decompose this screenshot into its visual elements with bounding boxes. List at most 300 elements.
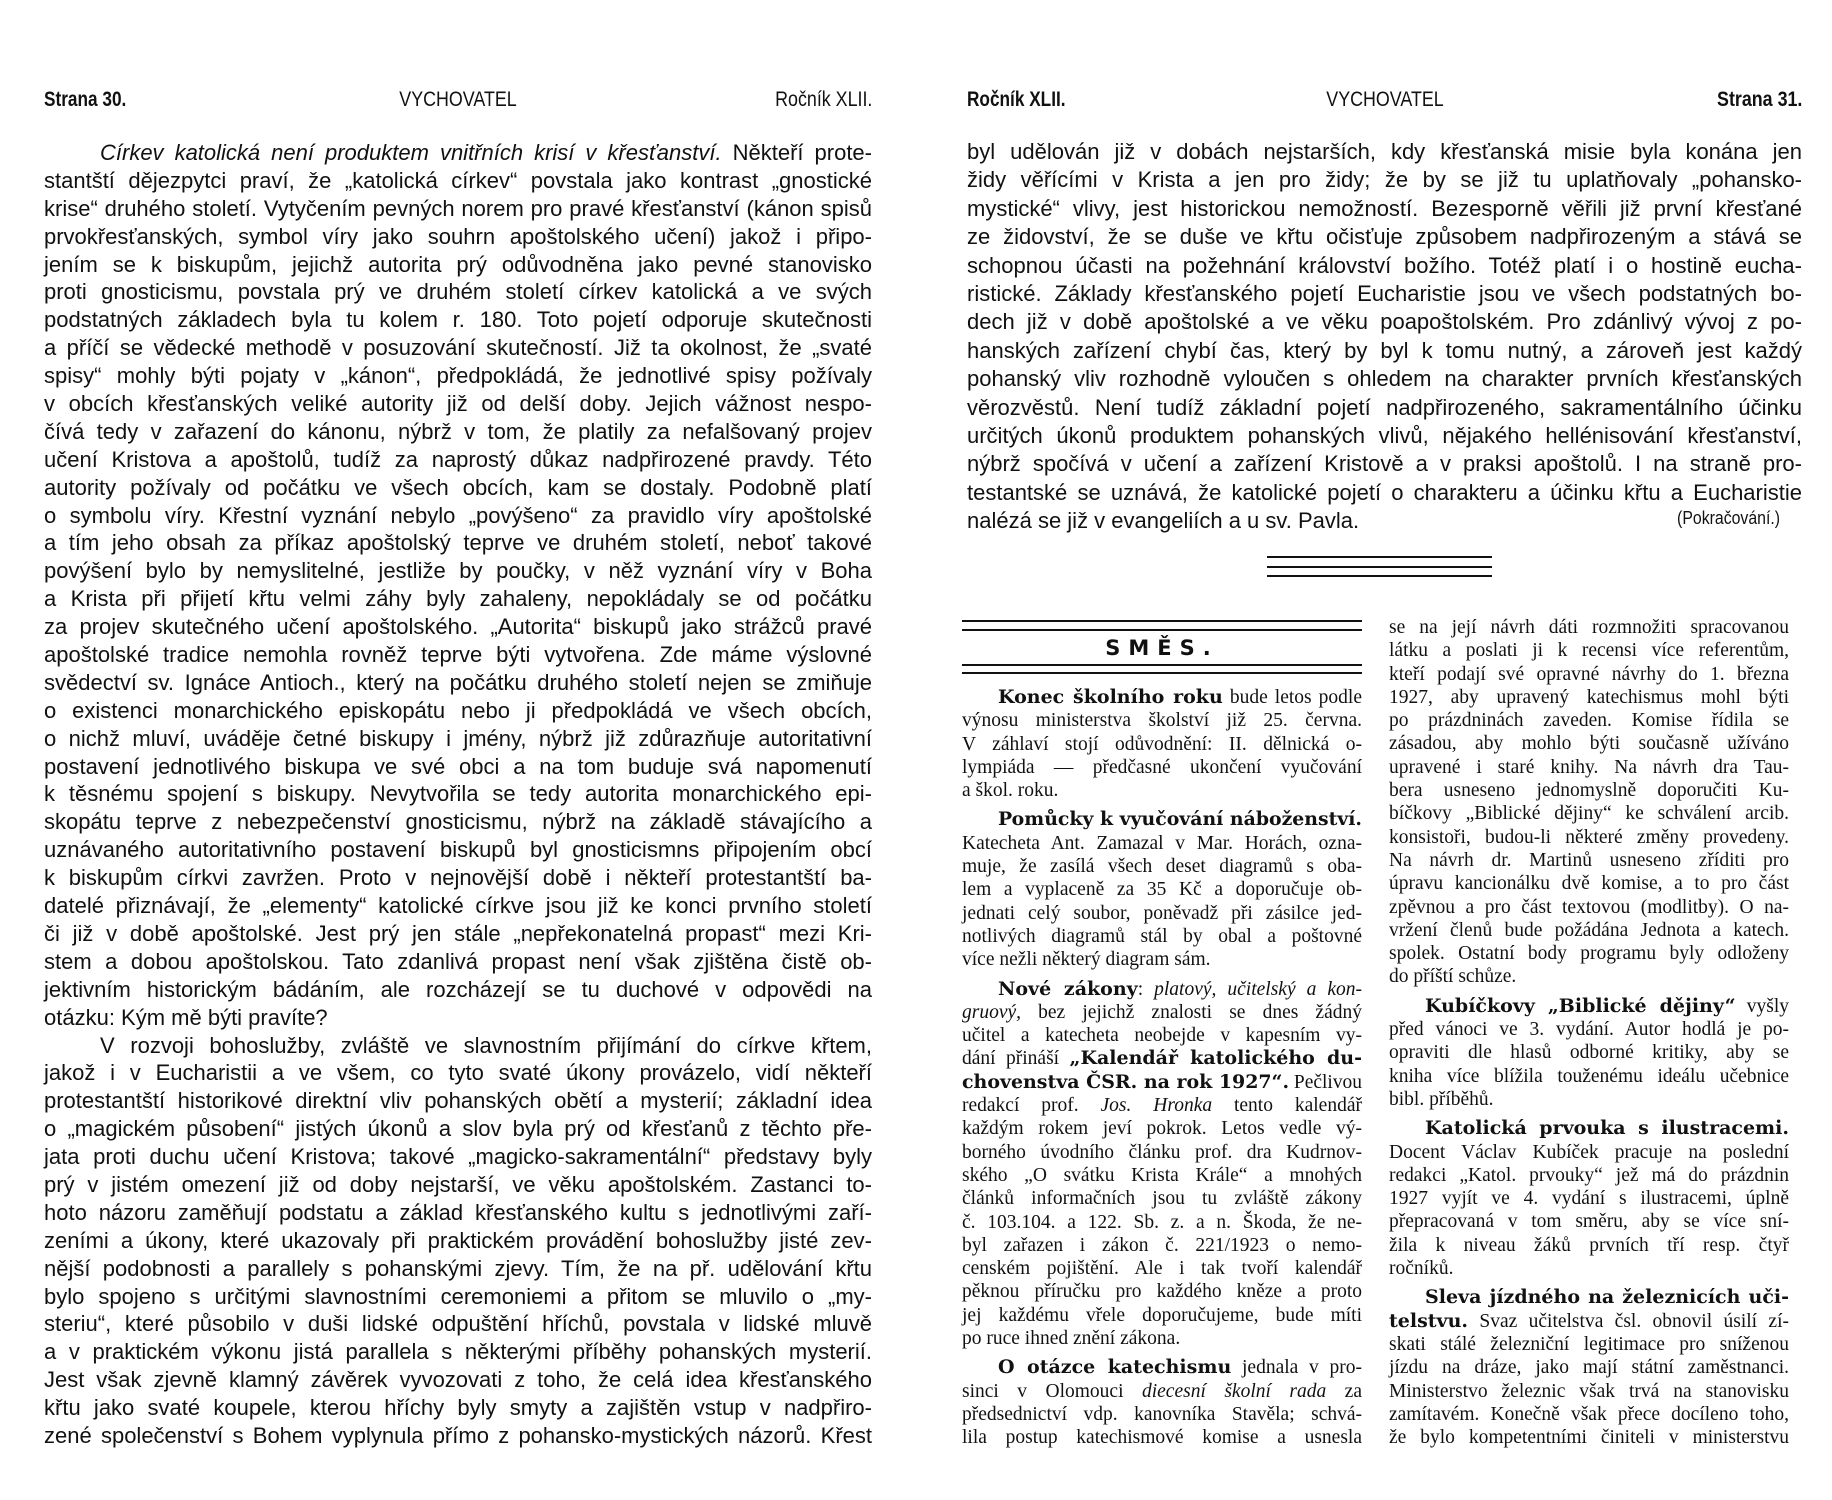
text-run: látku a poslati ji k recensi více referentům, — [1389, 640, 1789, 662]
line-text — [967, 479, 1802, 507]
text-run: učitel a katecheta neobejde v kapesním vy- — [962, 1025, 1362, 1047]
text-line — [1389, 1187, 1789, 1210]
text-line — [44, 278, 872, 306]
text-run: byl udělován již v dobách nejstarších, kdy křesťanská misie byla konána jen — [967, 139, 1802, 164]
text-run: jata proti duchu učení Kristova; takové „magicko-sakramentální“ představy byly — [44, 1144, 872, 1170]
line-text — [44, 1171, 872, 1199]
text-line — [1389, 1088, 1789, 1111]
text-run: zamítavém. Konečně však přece docíleno toho, — [1389, 1403, 1789, 1425]
journal-title: VYCHOVATEL — [1325, 88, 1444, 111]
line-text — [962, 1211, 1362, 1234]
text-line — [1389, 1041, 1789, 1064]
text-line — [967, 394, 1802, 422]
line-text — [967, 252, 1802, 280]
bold-run: Konec školního roku — [998, 686, 1223, 708]
text-run: povýšení bylo by nemyslitelné, jestliže by poučky, v něž vyznání víry v Boha — [44, 558, 872, 584]
text-line — [1389, 1333, 1789, 1356]
line-text — [962, 878, 1362, 901]
line-text — [44, 362, 872, 390]
line-text — [44, 1394, 872, 1422]
text-line — [44, 502, 872, 530]
news-column-left — [962, 686, 1362, 1450]
line-text — [44, 223, 872, 251]
line-text — [967, 365, 1802, 393]
text-line — [1389, 709, 1789, 732]
text-run: v obcích křesťanských veliké autority již od delší doby. Jejich vážnost nespo- — [44, 391, 872, 417]
text-line — [44, 641, 872, 669]
text-line — [1389, 779, 1789, 802]
text-run: krise“ druhého století. Vytyčením pevných norem pro pravé křesťanství (kánon spisů — [44, 195, 872, 221]
text-line — [44, 780, 872, 808]
text-line — [44, 753, 872, 781]
text-line — [44, 557, 872, 585]
line-text — [962, 1257, 1362, 1280]
line-text — [1425, 995, 1789, 1018]
line-text — [962, 709, 1362, 732]
text-run: bylo spojeno s určitými slavnostními ceremoniemi a přitom se mluvilo o „my- — [44, 1283, 872, 1309]
left-page-header — [44, 86, 872, 114]
line-text — [1389, 1380, 1789, 1403]
bold-run: chovenstva ČSR. na rok 1927“. — [962, 1070, 1290, 1093]
line-text — [100, 1032, 872, 1060]
line-text — [44, 1366, 872, 1394]
text-line — [44, 1366, 872, 1394]
line-text — [967, 280, 1802, 308]
bold-run: Kubíčkovy „Biblické dějiny“ — [1425, 994, 1736, 1017]
paragraph — [44, 139, 872, 1032]
text-line — [44, 976, 872, 1004]
text-line — [1389, 1380, 1789, 1403]
text-run: skati stálé železniční legitimace pro sníženou — [1389, 1333, 1789, 1355]
text-run: podstatných základech byla tu kolem r. 180. Toto pojetí odporuje skutečnosti — [44, 307, 872, 333]
heading-rule — [962, 629, 1362, 631]
line-text — [967, 138, 1802, 166]
text-run: zpěvnou a pro část textovou (modlitby). O na- — [1389, 896, 1789, 918]
text-run: mystické“ vlivy, jest historickou nemožností. Bezesporně věřili již první křesťané — [967, 195, 1802, 221]
line-text — [44, 1338, 872, 1366]
text-line — [1389, 639, 1789, 662]
text-run: učení Kristova a apoštolů, tudíž za naprostý důkaz nadpřirozené pravdy. Této — [44, 446, 872, 472]
line-text — [44, 864, 872, 892]
line-text — [44, 529, 872, 557]
line-text — [962, 1280, 1362, 1303]
text-line — [44, 418, 872, 446]
text-line — [962, 1071, 1362, 1094]
text-line — [967, 138, 1802, 166]
text-run: ského „O svátku Krista Krále“ a mnohých — [962, 1164, 1362, 1186]
text-run: cenském pojištění. Ale i tak tvoří kalendář — [962, 1258, 1362, 1280]
text-line — [44, 446, 872, 474]
line-text — [962, 733, 1362, 756]
line-text — [1389, 1141, 1789, 1164]
volume-label: Ročník XLII. — [774, 88, 872, 111]
text-line — [1389, 1234, 1789, 1257]
text-line — [1389, 1164, 1789, 1187]
text-run: že bylo kompetentními činiteli v ministerstvu — [1389, 1427, 1789, 1449]
text-line — [44, 1255, 872, 1283]
text-line — [44, 1338, 872, 1366]
text-run: nalézá se již v evangeliích a u sv. Pavla. — [967, 508, 1360, 534]
text-line — [962, 855, 1362, 878]
text-run: a Krista při přijetí křtu velmi záhy byly zahaleny, nepokládaly se od počátku — [44, 586, 872, 612]
text-line — [1389, 849, 1789, 872]
line-text — [44, 1087, 872, 1115]
text-run: redakcí prof. — [962, 1095, 1101, 1117]
continued-note: (Pokračování.) — [1676, 508, 1780, 528]
text-run: Svaz učitelstva čsl. obnovil úsilí zí- — [1468, 1310, 1789, 1332]
text-run: Docent Václav Kubíček pracuje na poslední — [1389, 1141, 1789, 1163]
text-run: bera usneseno jednomyslně doporučiti Ku- — [1389, 780, 1789, 802]
text-line — [1389, 995, 1789, 1018]
text-run: datelé přiznávají, že „elementy“ katolické církve jsou již ke konci prvního století — [44, 893, 872, 919]
text-run: : — [1137, 978, 1155, 1000]
line-text — [962, 1164, 1362, 1187]
text-run: redakci „Katol. prvouky“ jež má do prázdnin — [1389, 1164, 1789, 1186]
line-text — [44, 1227, 872, 1255]
bold-run: O otázce katechismu — [998, 1356, 1232, 1379]
text-line — [1389, 1356, 1789, 1379]
line-text — [1389, 616, 1789, 639]
text-line — [962, 733, 1362, 756]
line-text — [1389, 1210, 1789, 1233]
text-line — [1389, 1018, 1789, 1041]
text-line — [1389, 732, 1789, 755]
line-text — [1389, 942, 1789, 965]
line-text — [1389, 965, 1516, 988]
text-line — [962, 756, 1362, 779]
text-line — [44, 390, 872, 418]
text-run: sinci v Olomouci — [962, 1380, 1142, 1402]
line-text — [967, 166, 1802, 194]
text-run: hoto názoru zaměňují podstatu a základ křesťanského kultu s jednotlivými zaří- — [44, 1199, 872, 1225]
text-line — [967, 280, 1802, 308]
line-text — [1389, 686, 1789, 709]
italic-run: platový, učitelský a kon- — [1154, 978, 1362, 1000]
text-line — [44, 529, 872, 557]
text-run: 1927 vyjít ve 4. vydání s ilustracemi, úplně — [1389, 1188, 1789, 1210]
bold-run: telstvu. — [1389, 1309, 1469, 1332]
text-run: jednati celý soubor, poněvadž při zásilce jed- — [962, 902, 1362, 924]
line-text — [1389, 1403, 1789, 1426]
line-text — [1389, 1187, 1789, 1210]
text-run: žila k niveau žáků prvních tří resp. čtyř — [1389, 1234, 1789, 1256]
text-line — [962, 686, 1362, 709]
line-text — [962, 756, 1362, 779]
text-run: nýbrž spočívá v učení a zařízení Kristově a v praksi apoštolů. I na straně pro- — [967, 451, 1802, 477]
text-run: V rozvoji bohoslužby, zvláště ve slavnostním přijímání do církve křtem, — [100, 1032, 872, 1058]
text-line — [1389, 919, 1789, 942]
line-text — [1389, 1257, 1453, 1280]
text-line — [962, 1403, 1362, 1426]
text-line — [44, 697, 872, 725]
text-line — [44, 251, 872, 279]
left-page-article — [44, 139, 872, 1450]
text-line — [1389, 965, 1789, 988]
text-run: ročníků. — [1389, 1258, 1454, 1280]
text-run: dání přináší — [962, 1048, 1070, 1070]
line-text — [1389, 849, 1789, 872]
text-run: ristické. Základy křesťanského pojetí Eucharistie jsou ve všech podstatných bo- — [967, 280, 1802, 306]
text-run: upravené i staré knihy. Na návrh dra Tau- — [1389, 756, 1789, 778]
text-line — [44, 1004, 872, 1032]
volume-label: Ročník XLII. — [967, 88, 1066, 111]
right-page-article — [967, 138, 1802, 535]
text-line — [1389, 1257, 1789, 1280]
line-text — [44, 836, 872, 864]
text-run: stantští dějezpytci praví, že „katolická církev“ povstala jako kontrast „gnostické — [44, 167, 872, 193]
text-line — [962, 1426, 1362, 1449]
bold-run: „Kalendář katolického du- — [1069, 1047, 1362, 1070]
text-run: Katecheta Ant. Zamazal v Mar. Horách, ozna- — [962, 832, 1362, 854]
line-text — [962, 902, 1362, 925]
paragraph — [1389, 616, 1789, 989]
line-text — [1389, 1333, 1789, 1356]
text-run: každým rokem jeví pokrok. Letos vedle vý- — [962, 1118, 1362, 1140]
text-line — [44, 669, 872, 697]
text-run: a škol. roku. — [962, 780, 1059, 802]
text-line — [1389, 1065, 1789, 1088]
line-text — [962, 1234, 1362, 1257]
text-run: či již v době apoštolské. Jest prý jen stále „nepřekonatelná propast“ mezi Kri- — [44, 920, 872, 946]
line-text — [967, 223, 1802, 251]
text-run: borného úvodního článku prof. dra Kudrnov- — [962, 1141, 1362, 1163]
italic-run: Jos. Hronka — [1100, 1095, 1213, 1117]
line-text — [1389, 1234, 1789, 1257]
text-line — [44, 139, 872, 167]
text-run: prý v jistém omezení již od doby nejstarší, ve věku apoštolském. Zastanci to- — [44, 1171, 872, 1197]
text-line — [962, 1141, 1362, 1164]
text-run: úpravu kancionálku dvě komise, a to pro část — [1389, 873, 1789, 895]
text-line — [967, 195, 1802, 223]
line-text — [1389, 1356, 1789, 1379]
right-page-header — [967, 86, 1802, 114]
text-run: Pečlivou — [1289, 1071, 1362, 1093]
line-text — [967, 422, 1802, 450]
line-text — [1425, 1286, 1789, 1309]
text-run: po ruce ihned znění zákona. — [962, 1328, 1181, 1350]
text-run: zeními a úkony, které ukazovaly při praktickém provádění bohoslužby jisté zev- — [44, 1227, 872, 1253]
text-run: věrozvěstů. Není tudíž základní pojetí nadpřirozeného, sakramentálního účinku — [967, 394, 1802, 420]
line-text — [44, 278, 872, 306]
paragraph — [1389, 1286, 1789, 1449]
text-run: více nežli některý diagram sám. — [962, 949, 1211, 971]
text-run: V záhlaví stojí odůvodnění: II. dělnická o- — [962, 733, 1362, 755]
paragraph — [1389, 995, 1789, 1111]
text-run: před vánoci ve 3. vydání. Autor hodlá je po- — [1389, 1019, 1789, 1041]
line-text — [44, 390, 872, 418]
line-text — [44, 1115, 872, 1143]
line-text — [44, 251, 872, 279]
line-text — [962, 1327, 1180, 1350]
text-line — [962, 1280, 1362, 1303]
text-line — [962, 832, 1362, 855]
text-run: apoštolské tradice nemohla rovněž teprve býti vytvořena. Zde máme výslovné — [44, 642, 872, 668]
text-line — [44, 167, 872, 195]
text-line — [1389, 826, 1789, 849]
text-line — [962, 1327, 1362, 1350]
line-text — [44, 418, 872, 446]
text-run: konsistoři, budou-li některé změny provedeny. — [1389, 826, 1789, 848]
text-run: se na její návrh dáti rozmnožiti spracovanou — [1389, 617, 1789, 638]
line-text — [1389, 802, 1789, 825]
text-line — [962, 878, 1362, 901]
text-line — [44, 1087, 872, 1115]
text-line — [962, 948, 1362, 971]
bold-run: Nové zákony — [998, 977, 1138, 1000]
line-text — [1389, 1018, 1789, 1041]
text-run: schopnou účasti na požehnání království božího. Totéž platí i o hostině eucha- — [967, 252, 1802, 278]
text-line — [44, 1283, 872, 1311]
text-run: steriu“, které působilo v duši lidské odpuštění hříchů, povstala v lidské mluvě — [44, 1311, 872, 1337]
line-text — [998, 1356, 1362, 1379]
text-line — [44, 474, 872, 502]
text-run: jej každému vřele doporučujeme, bude míti — [962, 1304, 1362, 1326]
text-run: a v praktickém výkonu jistá parallela s některými příběhy pohanských mysterií. — [44, 1339, 872, 1365]
line-text — [1389, 896, 1789, 919]
line-text — [44, 1143, 872, 1171]
line-text — [44, 976, 872, 1004]
line-text — [1389, 872, 1789, 895]
text-line — [967, 365, 1802, 393]
text-line — [1389, 1310, 1789, 1333]
line-text — [44, 1310, 872, 1338]
text-line — [967, 337, 1802, 365]
text-run: ze židovství, že se duše ve křtu očisťuje způsobem nadpřirozeným a stává se — [967, 224, 1802, 250]
text-run: k biskupům církvi zavržen. Proto v nejnovější době i někteří protestantští ba- — [44, 865, 872, 891]
text-line — [962, 1024, 1362, 1047]
page-number: Strana 31. — [1716, 88, 1802, 111]
text-run: byl zařazen i zákon č. 221/1923 o nemo- — [962, 1234, 1362, 1256]
text-line — [44, 223, 872, 251]
text-line — [44, 306, 872, 334]
text-run: o symbolu víry. Křestní vyznání nebylo „povýšeno“ za pravidlo víry apoštolské — [44, 502, 872, 528]
text-line — [44, 836, 872, 864]
line-text — [962, 1094, 1362, 1117]
line-text — [44, 446, 872, 474]
text-run: jízdu na dráze, jako mají státní zaměstnanci. — [1389, 1357, 1789, 1379]
text-line — [44, 362, 872, 390]
text-run: prvokřesťanských, symbol víry jako souhrn apoštolského učení) jakož i připo- — [44, 223, 872, 249]
text-line — [1389, 942, 1789, 965]
italic-run: diecesní školní rada — [1141, 1380, 1327, 1402]
text-line — [44, 1227, 872, 1255]
text-line — [44, 585, 872, 613]
text-run: Na návrh dr. Martinů usneseno zříditi pro — [1389, 849, 1789, 871]
line-text — [962, 832, 1362, 855]
text-run: hanských zařízení chybí čas, který by byl k tomu nutný, a zároveň jest každý — [967, 337, 1802, 363]
line-text — [967, 337, 1802, 365]
line-text — [44, 808, 872, 836]
text-line — [44, 1394, 872, 1422]
text-run: uznávaného autoritativního postavení biskupů byl gnosticismns připojením obcí — [44, 837, 872, 863]
line-text — [998, 808, 1362, 831]
text-run: za — [1326, 1380, 1362, 1402]
text-line — [1389, 1426, 1789, 1449]
line-text — [962, 855, 1362, 878]
text-line — [1389, 1210, 1789, 1233]
text-run: autority požívaly od počátku ve všech obcích, kam se dostaly. Podobně platí — [44, 474, 872, 500]
paragraph — [44, 1032, 872, 1450]
text-run: č. 103.104. a 122. Sb. z. a n. Škoda, že ne- — [962, 1211, 1362, 1233]
line-text — [44, 1059, 872, 1087]
text-line — [1389, 616, 1789, 639]
text-line — [44, 1199, 872, 1227]
text-run: vržení členů bude požádána Jednota a katech. — [1389, 919, 1789, 941]
text-run: předsednictví vdp. kanovníka Stavěla; schvá- — [962, 1403, 1362, 1425]
line-text — [1389, 826, 1789, 849]
text-line — [44, 1310, 872, 1338]
line-text — [1425, 1117, 1789, 1140]
text-line — [962, 709, 1362, 732]
text-line — [962, 1187, 1362, 1210]
line-text — [1389, 1426, 1789, 1449]
line-text — [962, 1380, 1362, 1403]
text-line — [962, 1001, 1362, 1024]
text-line — [962, 1094, 1362, 1117]
line-text — [962, 1403, 1362, 1426]
text-run: určitých úkonů produktem pohanských vlivů, nějakého hellénisování křesťanství, — [967, 422, 1802, 448]
line-text — [44, 1283, 872, 1311]
text-run: jednala v pro- — [1231, 1357, 1362, 1379]
text-run: 1927, aby upravený katechismus mohl býti — [1389, 686, 1789, 708]
line-text — [44, 1199, 872, 1227]
line-text — [44, 1004, 328, 1032]
text-run: Jest však zjevně klamný závěrek vyvozovati z toho, že celá idea křesťanského — [44, 1367, 872, 1393]
text-run: jením se k biskupům, jejichž autorita prý odůvodněna jako pevné stanovisko — [44, 251, 872, 277]
line-text — [962, 1117, 1362, 1140]
line-text — [100, 139, 872, 167]
text-run: výnosu ministerstva školství již 25. června. — [962, 710, 1362, 732]
text-run: zásadou, aby mohlo býti současně užíváno — [1389, 733, 1789, 755]
text-run: článků informačních jsou tu zvláště zákony — [962, 1188, 1362, 1210]
line-text — [967, 394, 1802, 422]
text-run: stem a dobou apoštolskou. Tato zdanlivá propast není však zjištěna čistě ob- — [44, 948, 872, 974]
line-text — [44, 641, 872, 669]
text-run: čívá tedy v zařazení do kánonu, nýbrž v tom, že platily za nefalšovaný projev — [44, 418, 872, 444]
line-text — [998, 978, 1362, 1001]
text-line — [44, 1115, 872, 1143]
text-line — [962, 1047, 1362, 1070]
line-text — [962, 1304, 1362, 1327]
line-text — [44, 780, 872, 808]
line-text — [962, 1187, 1362, 1210]
text-run: protestantští historikové direktní vliv pohanských obětí a mysterií; základní idea — [44, 1088, 872, 1114]
text-run: proti gnosticismu, povstala prý ve druhém století církev katolická a ve svých — [44, 279, 872, 305]
paragraph — [962, 978, 1362, 1351]
line-text — [967, 195, 1802, 223]
bold-run: Sleva jízdného na železnicích uči- — [1425, 1286, 1789, 1309]
line-text — [44, 920, 872, 948]
line-text — [1389, 1310, 1789, 1333]
text-run: k těsnému spojení s biskupy. Nevytvořila se tedy autorita monarchického epi- — [44, 781, 872, 807]
text-line — [962, 1304, 1362, 1327]
text-line — [44, 920, 872, 948]
text-run: židy věřícími v Krista a jen pro židy; že by se již tu uplatňovaly „pohansko- — [967, 167, 1802, 193]
line-text — [1389, 1041, 1789, 1064]
text-line — [1389, 756, 1789, 779]
text-line — [962, 1211, 1362, 1234]
text-run: lila postup katechismové komise a usnesla — [962, 1427, 1362, 1449]
text-line — [44, 948, 872, 976]
text-run: po prázdninách zaveden. Komise řídila se — [1389, 710, 1789, 732]
text-run: svědectví sv. Ignáce Antioch., který na počátku druhého století nejen se zmiňuje — [44, 669, 872, 695]
heading-rule — [962, 620, 1362, 622]
text-line — [967, 422, 1802, 450]
line-text — [1389, 756, 1789, 779]
line-text — [44, 669, 872, 697]
line-text — [44, 948, 872, 976]
line-text — [1389, 1164, 1789, 1187]
